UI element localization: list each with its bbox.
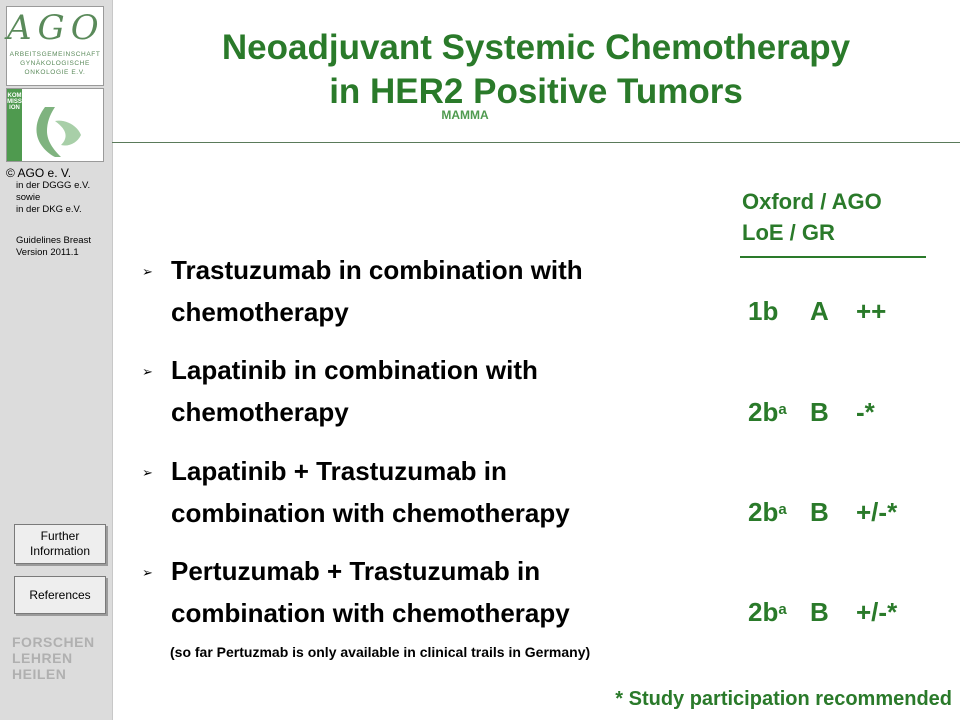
mamma-title: MAMMA — [441, 108, 489, 122]
list-item-line2: chemotherapy — [171, 397, 349, 427]
copyright-block — [6, 166, 90, 216]
loe-value: $2b^a$ — [748, 397, 787, 427]
list-item-line2: combination with chemotherapy — [171, 498, 570, 528]
ago-logo — [6, 6, 104, 86]
ago-logo-word: AGO — [7, 8, 105, 48]
org-line: in der DKG e.V. — [16, 204, 82, 215]
list-item-line1: Lapatinib + Trastuzumab in — [171, 456, 507, 486]
motto-line: LEHREN — [12, 650, 73, 666]
guidelines-version-label: Version 2011.1 — [16, 247, 79, 258]
list-item-line2: chemotherapy — [171, 297, 349, 327]
list-item-line1: Trastuzumab in combination with — [171, 255, 583, 285]
gr-value: B — [810, 397, 829, 427]
gr-value: A — [810, 296, 829, 326]
recommendation-value: -* — [856, 397, 875, 427]
ago-logo-line2: GYNÄKOLOGISCHE — [20, 60, 90, 67]
loe-value: $2b^a$ — [748, 497, 787, 527]
org-line: sowie — [16, 192, 41, 203]
arrow-bullet-icon: ➢ — [142, 465, 153, 480]
arrow-bullet-icon: ➢ — [142, 364, 153, 379]
grade-row — [748, 497, 897, 527]
gr-value: B — [810, 597, 829, 627]
guidelines-version — [16, 235, 91, 259]
column-header-line2: LoE / GR — [742, 220, 835, 245]
mamma-logo — [6, 88, 489, 162]
org-line: in der DGGG e.V. — [16, 180, 91, 191]
list-item-line1: Lapatinib in combination with — [171, 355, 538, 385]
motto-line: FORSCHEN — [12, 634, 95, 650]
figure-silhouette-icon — [25, 103, 101, 159]
ago-logo-line1: ARBEITSGEMEINSCHAFT — [9, 51, 101, 58]
grade-row — [748, 397, 875, 427]
page-title-line2: in HER2 Positive Tumors — [329, 72, 743, 111]
column-header — [742, 186, 882, 248]
loe-value: 1b — [748, 296, 779, 326]
title-divider — [112, 142, 960, 143]
ago-logo-line3: ONKOLOGIE E.V. — [24, 69, 86, 76]
list-item-line2: combination with chemotherapy — [171, 598, 570, 628]
guidelines-title: Guidelines Breast — [16, 235, 91, 246]
list-item — [171, 249, 711, 333]
page-title-line1: Neoadjuvant Systemic Chemotherapy — [221, 28, 851, 67]
grade-row — [748, 296, 886, 326]
list-item — [171, 349, 711, 433]
column-header-line1: Oxford / AGO — [742, 189, 882, 214]
arrow-bullet-icon: ➢ — [142, 565, 153, 580]
kommission-label: KOMMISSION — [7, 93, 22, 112]
list-item — [171, 550, 711, 634]
references-button[interactable]: References — [14, 576, 106, 614]
availability-note: (so far Pertuzmab is only available in clinical trails in Germany) — [170, 644, 591, 660]
column-header-divider — [740, 256, 926, 258]
copyright-text: © AGO e. V. — [6, 166, 72, 180]
list-item — [171, 450, 711, 534]
footer-note: * Study participation recommended — [615, 688, 952, 710]
grade-row — [748, 597, 897, 627]
recommendation-value: +/-* — [856, 597, 898, 627]
arrow-bullet-icon: ➢ — [142, 264, 153, 279]
motto-line: HEILEN — [12, 666, 67, 682]
page-title — [112, 26, 960, 114]
gr-value: B — [810, 497, 829, 527]
loe-value: $2b^a$ — [748, 597, 787, 627]
recommendation-value: ++ — [856, 296, 887, 326]
motto — [12, 634, 95, 682]
kommission-strip — [7, 89, 22, 161]
further-information-button[interactable]: Further Information — [14, 524, 106, 564]
list-item-line1: Pertuzumab + Trastuzumab in — [171, 556, 541, 586]
recommendation-value: +/-* — [856, 497, 898, 527]
